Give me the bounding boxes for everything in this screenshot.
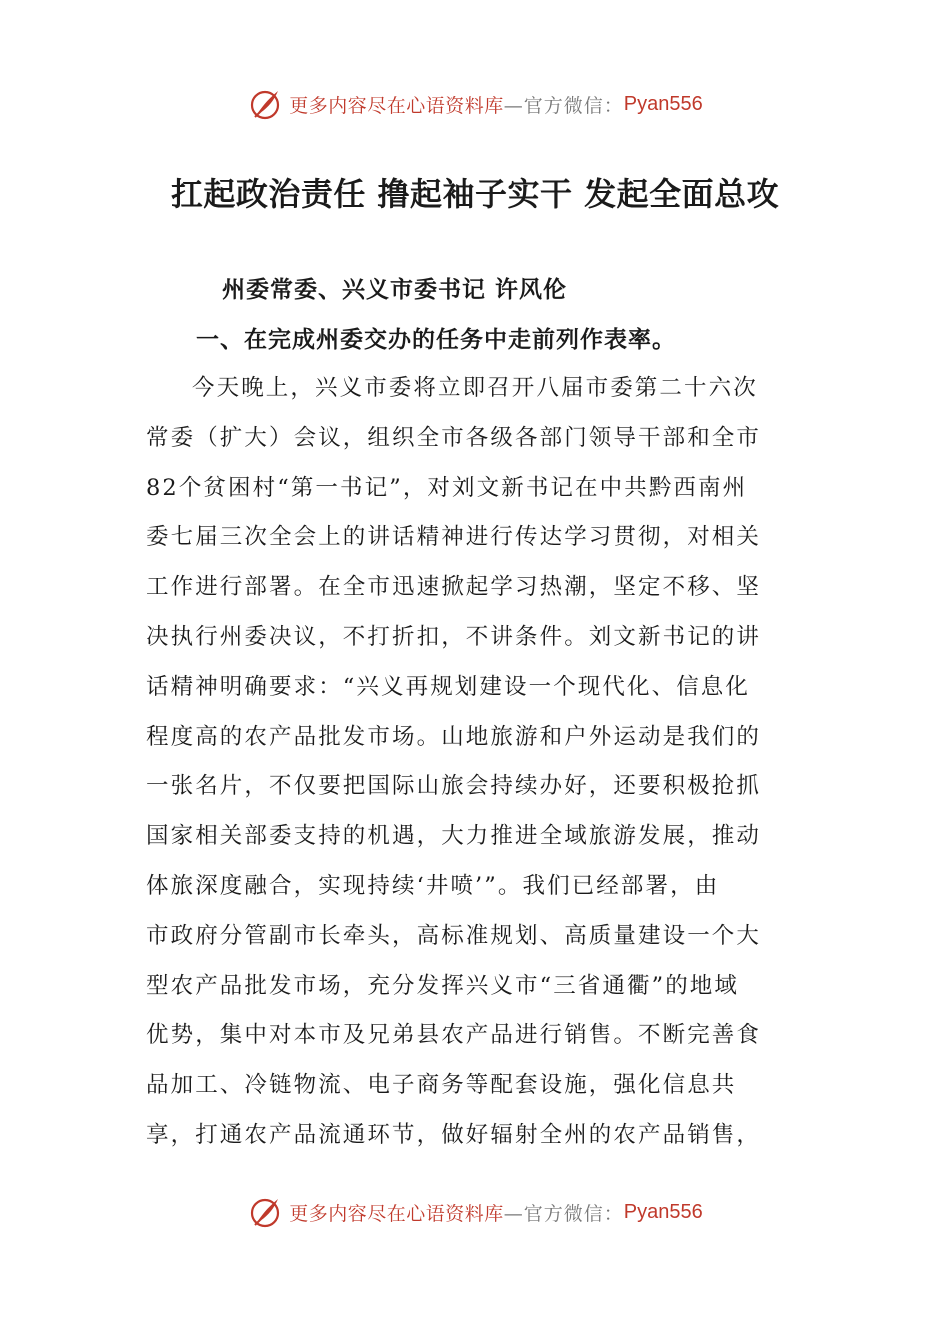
body-line: 享，打通农产品流通环节，做好辐射全州的农产品销售， bbox=[146, 1121, 762, 1148]
body-line: 决执行州委决议，不打折扣，不讲条件。刘文新书记的讲 bbox=[146, 623, 762, 650]
watermark-text: 更多内容尽在心语资料库 bbox=[289, 1202, 504, 1225]
quill-logo-icon bbox=[247, 86, 283, 122]
body-line: 程度高的农产品批发市场。山地旅游和户外运动是我们的 bbox=[146, 723, 762, 750]
body-line: 委七届三次全会上的讲话精神进行传达学习贯彻，对相关 bbox=[146, 524, 762, 551]
body-line: 82个贫困村“第一书记”，对刘文新书记在中共黔西南州 bbox=[146, 474, 748, 501]
document-title: 扛起政治责任 撸起袖子实干 发起全面总攻 bbox=[170, 175, 780, 213]
body-line: 型农产品批发市场，充分发挥兴义市“三省通衢”的地域 bbox=[146, 972, 740, 999]
body-line: 优势，集中对本市及兄弟县农产品进行销售。不断完善食 bbox=[146, 1022, 762, 1049]
watermark-contact: —官方微信： bbox=[503, 1202, 624, 1225]
body-line: 体旅深度融合，实现持续‘井喷’”。我们已经部署，由 bbox=[146, 872, 720, 899]
section-heading: 一、在完成州委交办的任务中走前列作表率。 bbox=[196, 326, 676, 353]
body-line: 一张名片，不仅要把国际山旅会持续办好，还要积极抢抓 bbox=[146, 773, 762, 800]
watermark-text: 更多内容尽在心语资料库 bbox=[289, 94, 504, 117]
body-line: 话精神明确要求：“兴义再规划建设一个现代化、信息化 bbox=[146, 673, 751, 700]
watermark-wechat-id: Pyan556 bbox=[623, 92, 703, 115]
body-line: 国家相关部委支持的机遇，大力推进全域旅游发展，推动 bbox=[146, 823, 762, 850]
document-body bbox=[146, 364, 806, 1161]
watermark-contact: —官方微信： bbox=[503, 94, 624, 117]
document-author: 州委常委、兴义市委书记 许风伦 bbox=[222, 276, 568, 303]
watermark-banner-top bbox=[0, 84, 950, 124]
body-line: 今天晚上，兴义市委将立即召开八届市委第二十六次 bbox=[192, 375, 758, 401]
body-line: 市政府分管副市长牵头，高标准规划、高质量建设一个大 bbox=[146, 922, 762, 949]
watermark-wechat-id: Pyan556 bbox=[623, 1200, 703, 1223]
body-line: 工作进行部署。在全市迅速掀起学习热潮，坚定不移、坚 bbox=[146, 574, 762, 601]
body-line: 常委（扩大）会议，组织全市各级各部门领导干部和全市 bbox=[146, 424, 762, 451]
watermark-banner-bottom bbox=[0, 1192, 950, 1232]
body-line: 品加工、冷链物流、电子商务等配套设施，强化信息共 bbox=[146, 1072, 737, 1099]
quill-logo-icon bbox=[247, 1194, 283, 1230]
